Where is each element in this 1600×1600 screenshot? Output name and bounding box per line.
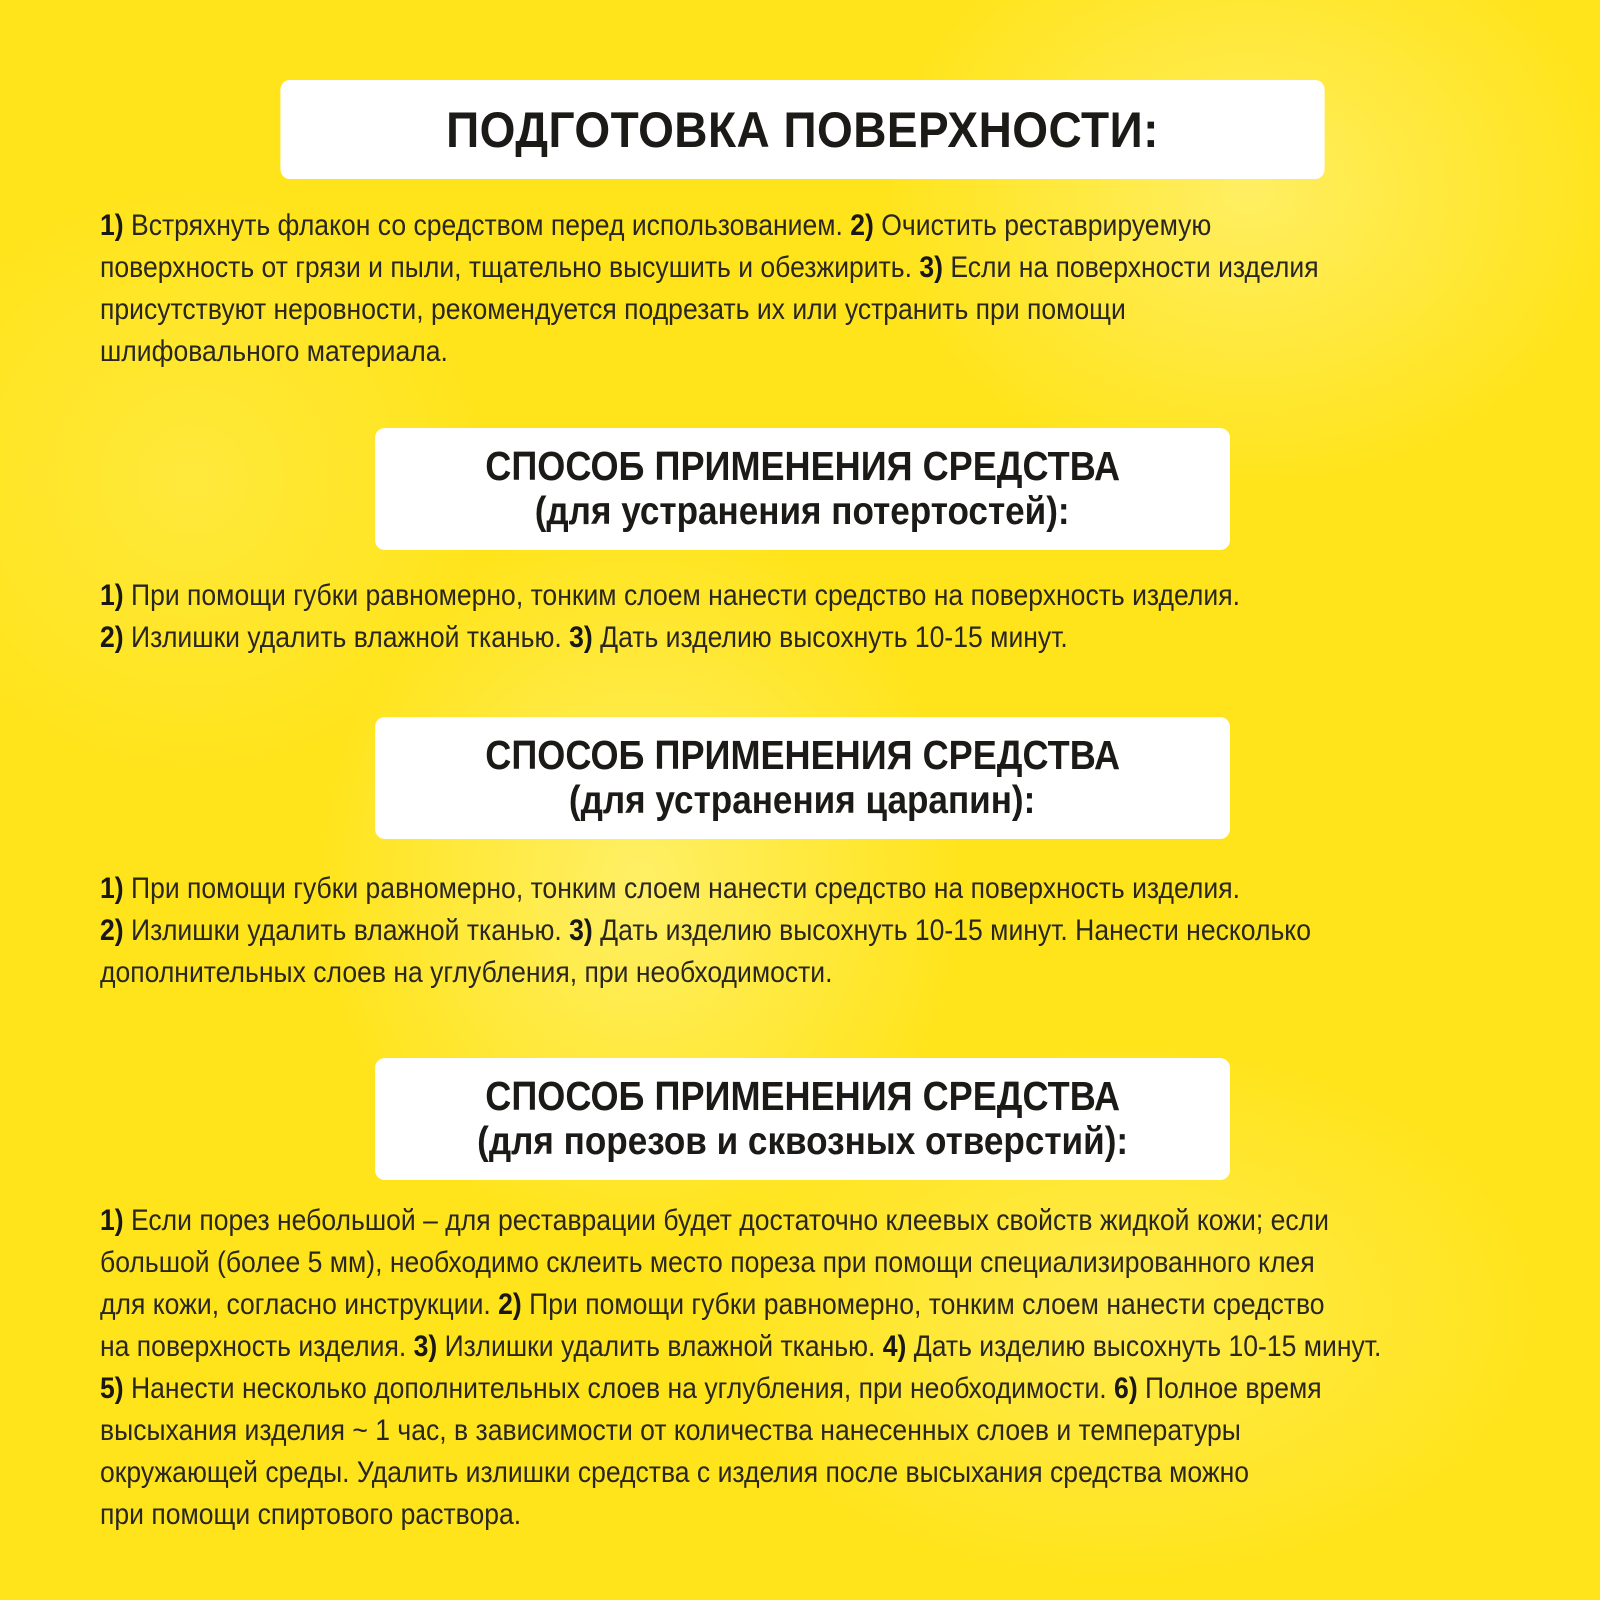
page-title-banner xyxy=(280,80,1324,179)
step-text: Если на поверхности изделия xyxy=(942,251,1319,284)
text-line xyxy=(100,1410,1378,1452)
text-line xyxy=(100,1326,1382,1368)
section-title-line1: СПОСОБ ПРИМЕНЕНИЯ СРЕДСТВА xyxy=(485,732,1120,778)
step-number: 2) xyxy=(100,621,124,654)
step-text: Дать изделию высохнуть 10-15 минут. xyxy=(592,621,1068,654)
step-number: 4) xyxy=(882,1330,907,1363)
text-line xyxy=(100,868,1378,910)
step-text: шлифовального материала. xyxy=(100,335,448,368)
step-text: дополнительных слоев на углубления, при необходимости. xyxy=(100,956,833,989)
text-line xyxy=(100,1242,1378,1284)
step-number: 1) xyxy=(100,872,124,905)
step-number: 3) xyxy=(919,251,943,284)
step-text: при помощи спиртового раствора. xyxy=(100,1498,522,1531)
step-number: 3) xyxy=(569,621,593,654)
text-line xyxy=(100,205,1378,247)
step-text: Полное время xyxy=(1137,1372,1322,1405)
step-number: 1) xyxy=(100,579,124,612)
step-text: для кожи, согласно инструкции. xyxy=(100,1288,499,1321)
text-line xyxy=(100,1494,1378,1536)
step-text: Нанести несколько дополнительных слоев на углубления, при необходимости. xyxy=(123,1372,1115,1405)
step-text: высыхания изделия ~ 1 час, в зависимости от количества нанесенных слоев и температуры xyxy=(100,1414,1241,1447)
text-line xyxy=(100,247,1378,289)
cuts-instructions xyxy=(100,1200,1382,1536)
text-line xyxy=(100,1452,1378,1494)
text-line xyxy=(100,1368,1378,1410)
step-text: При помощи губки равномерно, тонким слоем нанести средство на поверхность изделия. xyxy=(123,579,1240,612)
text-line xyxy=(100,289,1378,331)
text-line xyxy=(100,910,1378,952)
step-text: Излишки удалить влажной тканью. xyxy=(123,914,570,947)
text-line xyxy=(100,1284,1378,1326)
section-title-line2: (для порезов и сквозных отверстий): xyxy=(477,1120,1128,1163)
text-line xyxy=(100,331,1378,373)
step-number: 2) xyxy=(100,914,124,947)
step-number: 5) xyxy=(100,1372,124,1405)
step-number: 3) xyxy=(413,1330,438,1363)
surface-prep-instructions xyxy=(100,205,1378,373)
section-title-line2: (для устранения царапин): xyxy=(569,779,1036,822)
step-number: 3) xyxy=(569,914,593,947)
section-title-cuts xyxy=(375,1058,1230,1180)
step-number: 2) xyxy=(850,209,874,242)
step-number: 1) xyxy=(100,1204,124,1237)
step-text: Дать изделию высохнуть 10-15 минут. xyxy=(906,1330,1382,1363)
section-title-line1: СПОСОБ ПРИМЕНЕНИЯ СРЕДСТВА xyxy=(485,443,1120,489)
step-text: Излишки удалить влажной тканью. xyxy=(437,1330,883,1363)
step-text: При помощи губки равномерно, тонким слоем нанести средство xyxy=(521,1288,1325,1321)
step-text: присутствуют неровности, рекомендуется подрезать их или устранить при помощи xyxy=(100,293,1126,326)
step-text: окружающей среды. Удалить излишки средства с изделия после высыхания средства можно xyxy=(100,1456,1250,1489)
section-title-scratches xyxy=(375,717,1230,839)
step-text: на поверхность изделия. xyxy=(100,1330,414,1363)
text-line xyxy=(100,617,1378,659)
text-line xyxy=(100,1200,1378,1242)
step-number: 2) xyxy=(498,1288,522,1321)
section-title-line1: СПОСОБ ПРИМЕНЕНИЯ СРЕДСТВА xyxy=(485,1073,1120,1119)
section-title-line2: (для устранения потертостей): xyxy=(535,490,1070,533)
section-title-scuffs xyxy=(375,428,1230,550)
step-text: При помощи губки равномерно, тонким слоем нанести средство на поверхность изделия. xyxy=(123,872,1240,905)
step-text: Встряхнуть флакон со средством перед использованием. xyxy=(123,209,851,242)
step-text: Излишки удалить влажной тканью. xyxy=(123,621,570,654)
step-text: Дать изделию высохнуть 10-15 минут. Нанести несколько xyxy=(592,914,1311,947)
step-text: Очистить реставрируемую xyxy=(873,209,1212,242)
text-line xyxy=(100,575,1378,617)
text-line xyxy=(100,952,1378,994)
step-text: поверхность от грязи и пыли, тщательно высушить и обезжирить. xyxy=(100,251,920,284)
scuffs-instructions xyxy=(100,575,1378,659)
step-text: большой (более 5 мм), необходимо склеить место пореза при помощи специализированного клея xyxy=(100,1246,1315,1279)
step-number: 1) xyxy=(100,209,124,242)
scratches-instructions xyxy=(100,868,1378,994)
page-title: ПОДГОТОВКА ПОВЕРХНОСТИ: xyxy=(446,101,1159,158)
step-text: Если порез небольшой – для реставрации будет достаточно клеевых свойств жидкой кожи; если xyxy=(123,1204,1329,1237)
step-number: 6) xyxy=(1114,1372,1138,1405)
